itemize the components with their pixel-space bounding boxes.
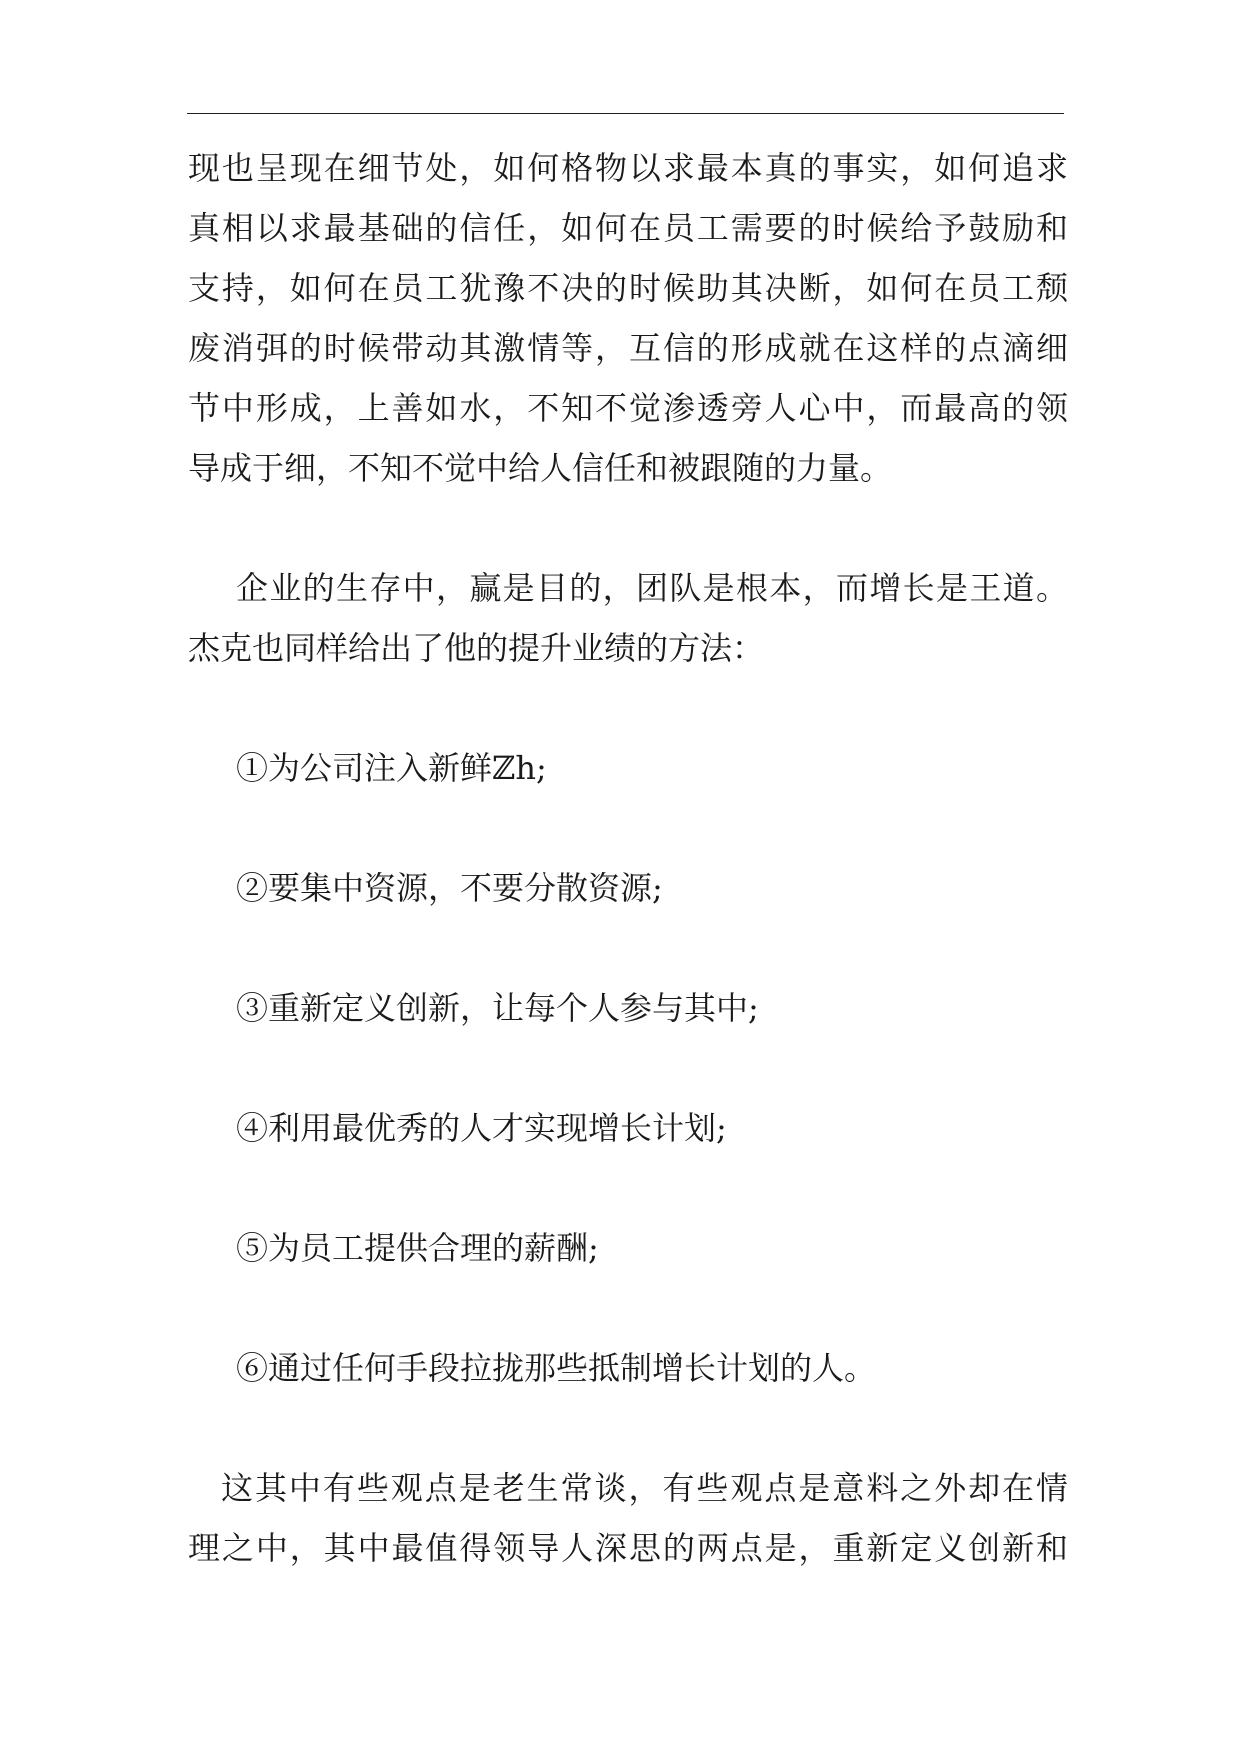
list-item: ②要集中资源，不要分散资源; [236, 869, 663, 907]
paragraph-line: 真相以求最基础的信任，如何在员工需要的时候给予鼓励和 [188, 209, 1068, 247]
header-rule [187, 113, 1064, 114]
paragraph-line: 这其中有些观点是老生常谈，有些观点是意料之外却在情 [221, 1469, 1068, 1507]
paragraph-line: 现也呈现在细节处，如何格物以求最本真的事实，如何追求 [188, 149, 1068, 187]
paragraph-line: 理之中，其中最值得领导人深思的两点是，重新定义创新和 [188, 1529, 1068, 1567]
list-item: ④利用最优秀的人才实现增长计划; [236, 1109, 727, 1147]
paragraph-line: 支持，如何在员工犹豫不决的时候助其决断，如何在员工颓 [188, 269, 1068, 307]
paragraph-line: 杰克也同样给出了他的提升业绩的方法： [188, 629, 765, 667]
list-item: ①为公司注入新鲜ℤh; [236, 749, 547, 787]
paragraph-line: 节中形成，上善如水，不知不觉渗透旁人心中，而最高的领 [188, 389, 1068, 427]
list-item: ⑥通过任何手段拉拢那些抵制增长计划的人。 [236, 1349, 877, 1387]
paragraph-line: 导成于细，不知不觉中给人信任和被跟随的力量。 [188, 449, 893, 487]
paragraph-line: 废消弭的时候带动其激情等，互信的形成就在这样的点滴细 [188, 329, 1068, 367]
list-item: ⑤为员工提供合理的薪酬; [236, 1229, 599, 1267]
paragraph-line: 企业的生存中，赢是目的，团队是根本，而增长是王道。 [236, 569, 1068, 607]
list-item: ③重新定义创新，让每个人参与其中; [236, 989, 759, 1027]
